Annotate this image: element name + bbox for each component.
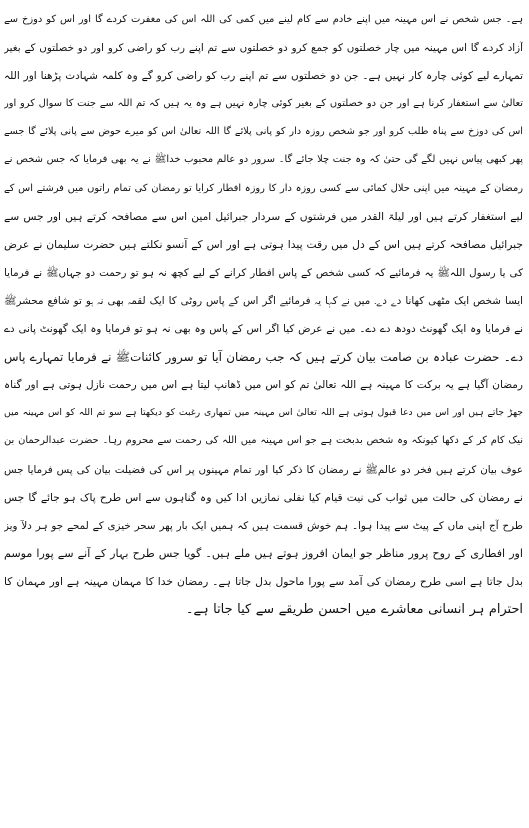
text-line: نیک کام کر کے دکھا کیونکہ وہ شخص بدبخت ہے جو اس مہینہ میں اللہ کی رحمت سے محروم رہا۔ حضرت عبدالرحمان بن <box>4 435 523 447</box>
text-line: پھر کبھی پیاس نہیں لگے گی حتیٰ کہ وہ جنت چلا جائے گا۔ سرور دو عالم محبوب خداﷺ نے یہ بھی فرمایا کہ جس شخص نے <box>4 154 523 166</box>
text-line: ہے۔ جس شخص نے اس مہینہ میں اپنے خادم سے کام لینے میں کمی کی اللہ اس کی مغفرت کردے گا اور اس کو دوزخ سے <box>4 14 523 25</box>
text-line: رمضان آگیا ہے یہ برکت کا مہینہ ہے اللہ تعالیٰ تم کو اس میں ڈھانپ لیتا ہے اس میں رحمت نازل ہوتی ہے اور گناہ <box>4 379 523 392</box>
text-line: تمہارے لیے کوئی چارہ کار نہیں ہے۔ جن دو خصلتوں سے تم اپنے رب کو راضی کرو گے وہ کلمہ شہادت پڑھنا اور اللہ <box>4 70 523 83</box>
text-line: اور افطاری کے روح پرور مناظر جو ایمان افروز ہوتے ہیں ملے ہیں۔ گویا جس طرح بہار کے آنے سے پورا موسم <box>4 546 523 560</box>
text-line: جھڑ جاتے ہیں اور اس میں دعا قبول ہوتی ہے اللہ تعالیٰ اس مہینہ میں تمھاری رغبت کو دیکھتا ہے سو تم اللہ کو اس مہینہ میں <box>4 407 523 419</box>
text-line: دے۔ حضرت عبادہ بن صامت بیان کرتے ہیں کہ جب رمضان آیا تو سرور کائناتﷺ نے فرمایا تمہارے پاس <box>4 350 523 365</box>
text-line: بدل جاتا ہے اسی طرح رمضان کی آمد سے پورا ماحول بدل جاتا ہے۔ رمضان خدا کا مہمان مہینہ ہے اور مہمان کا <box>4 574 523 588</box>
text-line: طرح آج اپنی ماں کے پیٹ سے پیدا ہوا۔ ہم خوش قسمت ہیں کہ ہمیں ایک بار پھر سحر خیزی کے لمحے جو ہر دلآ ویز <box>4 519 523 532</box>
text-line: تعالیٰ سے استغفار کرنا ہے اور جن دو خصلتوں کے بغیر کوئی چارہ نہیں ہے وہ یہ ہیں کہ تم اللہ سے جنت کا سوال کرو اور <box>4 98 523 110</box>
text-line: جبرائیل مصافحہ کرتے ہیں اس کے دل میں رقت پیدا ہوتی ہے اور اس کے آنسو نکلتے ہیں حضرت سلیمان نے عرض <box>4 237 523 251</box>
text-line-last: احترام ہر انسانی معاشرے میں احسن طریقے سے کیا جاتا ہے۔ <box>185 601 523 617</box>
text-line: لیے استغفار کرتے ہیں اور لیلۃ القدر میں فرشتوں کے سردار جبرائیل امین اس سے مصافحہ کرتے ہیں اور جس سے <box>4 209 523 223</box>
text-line: رمضان کے مہینہ میں اپنی حلال کمائی سے کسی روزہ دار کا روزہ افطار کرایا تو رمضان کی تمام راتوں میں فرشتے اس کے <box>4 182 523 194</box>
text-line: آزاد کردے گا اس مہینہ میں چار خصلتوں کو جمع کرو دو خصلتوں سے تم اپنے رب کو راضی کرو اور دو خصلتوں کے بغیر <box>4 42 523 55</box>
text-line: اس کی دوزخ سے پناہ طلب کرو اور جو شخص روزہ دار کو پانی پلائے گا اللہ تعالیٰ اس کو میرے حوض سے پانی پلائے گا جسے <box>4 126 523 138</box>
text-line: کی یا رسول اللہﷺ یہ فرمائیے کہ کسی شخص کے پاس افطار کرانے کے لیے کچھ نہ ہو تو رحمت دو جہاںﷺ نے فرمایا <box>4 266 523 279</box>
text-line: نے رمضان کی حالت میں ثواب کی نیت قیام کیا نفلی نمازیں ادا کیں وہ گناہوں سے اس طرح پاک ہو جائے گا جس <box>4 490 523 504</box>
urdu-text-block <box>4 6 523 624</box>
text-line: نے فرمایا وہ ایک گھونٹ دودھ دے دے۔ میں نے عرض کیا اگر اس کے پاس وہ بھی نہ ہو تو فرمایا وہ ایک گھونٹ پانی دے <box>4 323 523 336</box>
text-line: ایسا شخص ایک مٹھی کھانا دے دے۔ میں نے کہا یہ فرمائیے اگر اس کے پاس روٹی کا ایک لقمہ بھی نہ ہو تو شافع محشرﷺ <box>4 294 523 307</box>
text-line: عوف بیان کرتے ہیں فخر دو عالمﷺ نے رمضان کا ذکر کیا اور تمام مہینوں پر اس کی فضیلت بیان کی پس فرمایا جس <box>4 463 523 476</box>
